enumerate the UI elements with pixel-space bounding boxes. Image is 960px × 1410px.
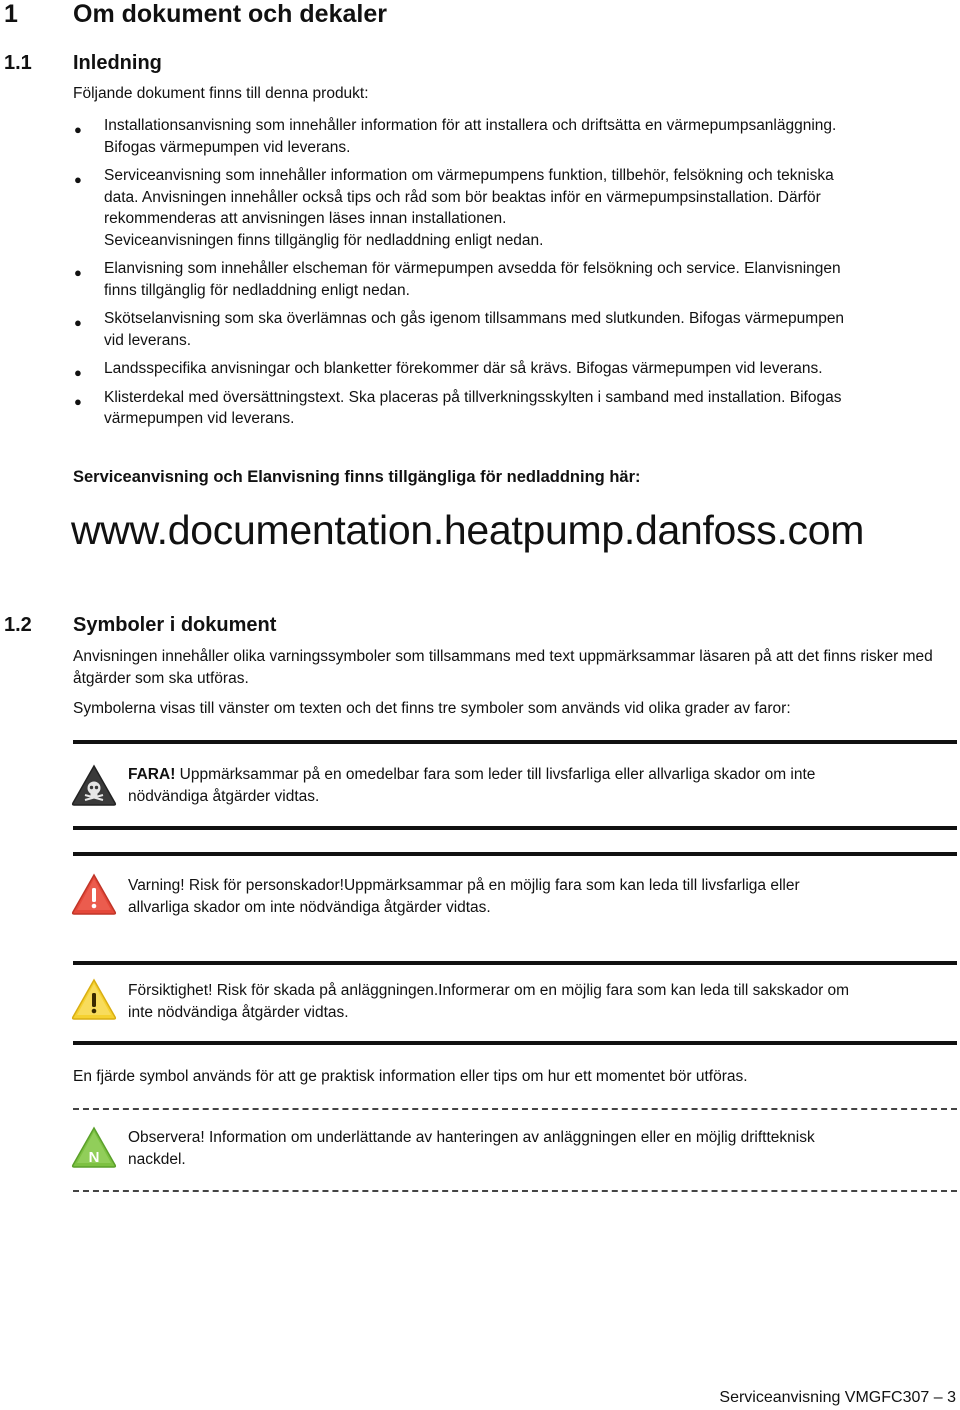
skull-warning-icon: [71, 764, 117, 806]
exclamation-warning-icon: [71, 873, 117, 915]
page-number: 3: [947, 1389, 956, 1406]
bullet-icon: ●: [74, 365, 82, 380]
section-number: 1.1: [4, 52, 32, 74]
divider: [73, 826, 957, 830]
bullet-icon: ●: [74, 122, 82, 137]
list-item-line: vid leverans.: [104, 331, 192, 349]
section-title: Inledning: [73, 52, 162, 74]
divider: [73, 740, 957, 744]
document-list: [73, 115, 953, 437]
list-item-line: Klisterdekal med översättningstext. Ska placeras på tillverkningsskylten i samband med installation. Bifogas: [104, 388, 842, 406]
danger-text: nödvändiga åtgärder vidtas.: [128, 787, 320, 805]
section-number: 1.2: [4, 614, 32, 636]
list-item-line: Serviceanvisning som innehåller information om värmepumpens funktion, tillbehör, felsökning och tekniska: [104, 167, 834, 184]
download-heading: Serviceanvisning och Elanvisning finns tillgängliga för nedladdning här:: [73, 468, 641, 486]
footer-title: Serviceanvisning VMGFC307: [719, 1389, 930, 1406]
caution-notice: [128, 980, 928, 1023]
caution-text: Försiktighet! Risk för skada på anläggningen.Informerar om en möjlig fara som kan leda till sakskador om: [128, 982, 850, 999]
list-item-line: Landsspecifika anvisningar och blanketter förekommer där så krävs. Bifogas värmepumpen vid leverans.: [104, 360, 823, 377]
note-intro-text: En fjärde symbol används för att ge praktisk information eller tips om hur ett momentet bör utföras.: [73, 1068, 748, 1085]
list-item-line: värmepumpen vid leverans.: [104, 410, 295, 427]
list-item-line: data. Anvisningen innehåller också tips och råd som bör beaktas inför en värmepumpsinstallation. Därför: [104, 188, 821, 206]
list-item-line: Installationsanvisning som innehåller information för att installera och driftsätta en värmepumpsanläggning.: [104, 117, 837, 134]
documentation-link[interactable]: www.documentation.heatpump.danfoss.com: [71, 507, 865, 553]
warning-notice: [128, 875, 928, 918]
note-text: Observera! Information om underlättande av hanteringen av anläggningen eller en möjlig driftteknisk: [128, 1129, 815, 1146]
list-item: [73, 115, 953, 158]
page-footer: [656, 1389, 956, 1407]
section-title: Symboler i dokument: [73, 614, 277, 636]
note-icon-letter: N: [88, 1149, 100, 1166]
list-item-line: Skötselanvisning som ska överlämnas och gås igenom tillsammans med slutkunden. Bifogas värmepumpen: [104, 310, 845, 327]
caution-text: inte nödvändiga åtgärder vidtas.: [128, 1003, 349, 1021]
divider: [73, 1041, 957, 1045]
warning-text: Varning! Risk för personskador!Uppmärksammar på en möjlig fara som kan leda till livsfarliga eller: [128, 877, 800, 894]
list-item-line: rekommenderas att anvisningen läses innan installationen.: [104, 210, 507, 227]
list-item: [73, 358, 953, 380]
divider: [73, 852, 957, 856]
exclamation-caution-icon: [71, 978, 117, 1020]
list-item-line: Bifogas värmepumpen vid leverans.: [104, 138, 351, 156]
symbols-intro-text: Anvisningen innehåller olika varningssymboler som tillsammans med text uppmärksammar läsaren på att det finns risker med åtgärder som ska utföras.: [73, 648, 933, 687]
list-item: [73, 308, 953, 351]
dashed-divider: [73, 1190, 957, 1192]
bullet-icon: ●: [74, 393, 82, 409]
chapter-number: 1: [4, 0, 18, 28]
bullet-icon: ●: [74, 265, 82, 280]
list-item: [73, 387, 953, 430]
danger-label: FARA!: [128, 766, 176, 783]
intro-text: Följande dokument finns till denna produkt:: [73, 85, 369, 102]
chapter-title: Om dokument och dekaler: [73, 0, 387, 28]
list-item-line: finns tillgänglig för nedladdning enligt nedan.: [104, 281, 410, 299]
symbols-description-text: Symbolerna visas till vänster om texten och det finns tre symboler som används vid olika grader av faror:: [73, 700, 791, 717]
bullet-icon: ●: [74, 315, 82, 330]
list-item-line: Elanvisning som innehåller elscheman för värmepumpen avsedda för felsökning och service. Elanvisningen: [104, 260, 841, 277]
bullet-icon: ●: [74, 172, 82, 187]
list-item-line: Seviceanvisningen finns tillgänglig för nedladdning enligt nedan.: [104, 231, 544, 249]
note-text: nackdel.: [128, 1150, 186, 1168]
list-item: [73, 165, 953, 251]
divider: [73, 961, 957, 965]
danger-text: Uppmärksammar på en omedelbar fara som leder till livsfarliga eller allvarliga skador om inte: [175, 766, 816, 783]
footer-separator: –: [933, 1389, 943, 1406]
warning-text: allvarliga skador om inte nödvändiga åtgärder vidtas.: [128, 898, 491, 916]
note-notice: [128, 1127, 928, 1170]
list-item: [73, 258, 953, 301]
dashed-divider: [73, 1108, 957, 1110]
danger-notice: [128, 764, 928, 807]
note-n-icon: [71, 1126, 117, 1168]
